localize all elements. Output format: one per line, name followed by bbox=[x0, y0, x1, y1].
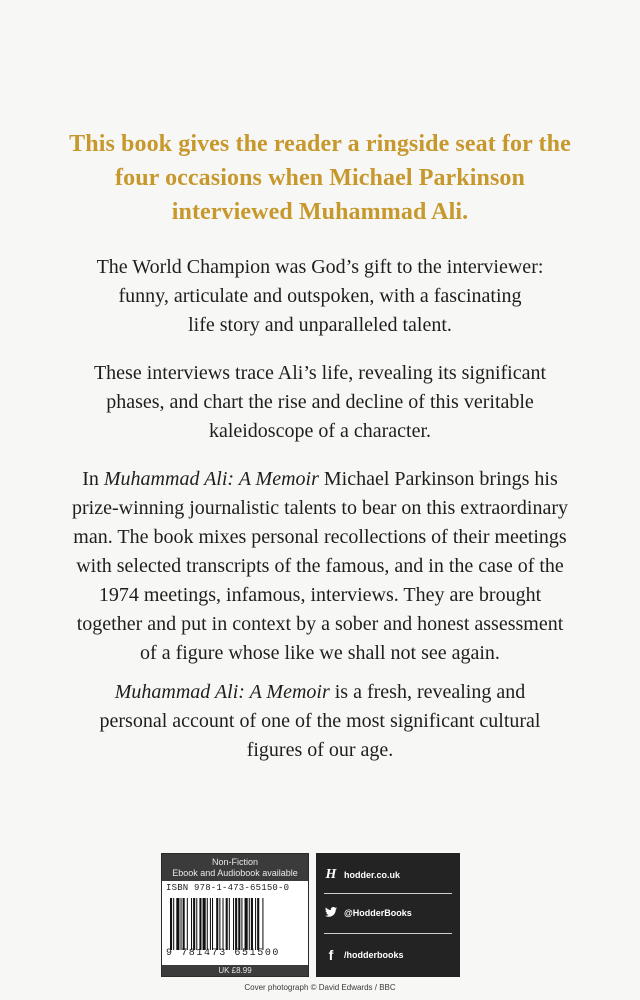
website-row bbox=[324, 867, 400, 883]
barcode-bar bbox=[223, 898, 224, 950]
paragraph-line: funny, articulate and outspoken, with a fascinating bbox=[118, 285, 522, 307]
barcode-bar bbox=[235, 898, 237, 950]
paragraph-lead: In bbox=[82, 468, 104, 490]
barcode-bar bbox=[229, 898, 230, 950]
barcode-bar bbox=[181, 898, 182, 950]
barcode-bar bbox=[207, 898, 208, 950]
hodder-logo-icon: H bbox=[325, 867, 337, 882]
paragraph-line: man. The book mixes personal recollections of their meetings bbox=[73, 526, 567, 548]
formats-label: Ebook and Audiobook available bbox=[172, 868, 298, 878]
facebook-handle[interactable]: /hodderbooks bbox=[344, 950, 404, 960]
paragraph-line: together and put in context by a sober and honest assessment bbox=[76, 613, 564, 635]
barcode-bar bbox=[203, 898, 206, 950]
paragraph-line: with selected transcripts of the famous, and in the case of the bbox=[76, 555, 564, 577]
paragraph-line bbox=[20, 678, 620, 707]
barcode-bar bbox=[216, 898, 218, 950]
panel-divider bbox=[324, 893, 452, 894]
website-link[interactable]: hodder.co.uk bbox=[344, 870, 401, 880]
price-label: UK £8.99 bbox=[162, 965, 308, 976]
paragraph-line: life story and unparalleled talent. bbox=[188, 314, 452, 336]
paragraph-line: These interviews trace Ali’s life, revealing its significant bbox=[93, 362, 547, 384]
headline-line: four occasions when Michael Parkinson bbox=[115, 165, 525, 191]
paragraph-line: figures of our age. bbox=[246, 739, 394, 761]
barcode-bar bbox=[183, 898, 185, 950]
barcode-bar bbox=[210, 898, 211, 950]
publisher-panel bbox=[316, 853, 460, 977]
category-band bbox=[162, 854, 308, 881]
barcode-bar bbox=[199, 898, 201, 950]
paragraph-text: Michael Parkinson brings his bbox=[318, 468, 558, 490]
barcode-digits: 9 781473 651500 bbox=[166, 948, 281, 959]
paragraph-text: is a fresh, revealing and bbox=[329, 681, 526, 703]
book-title: Muhammad Ali: A Memoir bbox=[103, 468, 319, 490]
barcode-bar bbox=[196, 898, 197, 950]
barcode-bar bbox=[251, 898, 253, 950]
paragraph-line bbox=[20, 465, 620, 494]
facebook-icon: f bbox=[328, 947, 334, 963]
barcode-bar bbox=[212, 898, 213, 950]
barcode-bar bbox=[191, 898, 192, 950]
paragraph-intro bbox=[20, 253, 620, 340]
barcode bbox=[168, 898, 302, 950]
twitter-handle[interactable]: @HodderBooks bbox=[344, 908, 412, 918]
barcode-bar bbox=[241, 898, 242, 950]
twitter-bird-icon bbox=[324, 906, 338, 920]
barcode-bar bbox=[257, 898, 259, 950]
barcode-bar bbox=[249, 898, 250, 950]
barcode-panel bbox=[161, 853, 309, 977]
book-title: Muhammad Ali: A Memoir bbox=[114, 681, 330, 703]
photo-credit: Cover photograph © David Edwards / BBC bbox=[244, 983, 396, 992]
panel-divider bbox=[324, 933, 452, 934]
headline-line: This book gives the reader a ringside seat for the bbox=[69, 131, 571, 157]
barcode-bar bbox=[170, 898, 172, 950]
barcode-bar bbox=[176, 898, 179, 950]
twitter-row bbox=[324, 906, 412, 920]
paragraph-line: kaleidoscope of a character. bbox=[208, 420, 432, 442]
paragraph-line: prize-winning journalistic talents to bear on this extraordinary bbox=[72, 497, 568, 519]
facebook-row bbox=[324, 947, 404, 963]
isbn-label: ISBN 978-1-473-65150-0 bbox=[166, 883, 290, 893]
paragraph-line: of a figure whose like we shall not see again. bbox=[140, 642, 500, 664]
headline-line: interviewed Muhammad Ali. bbox=[171, 199, 469, 225]
barcode-bar bbox=[245, 898, 248, 950]
barcode-bar bbox=[187, 898, 188, 950]
paragraph-line: personal account of one of the most significant cultural bbox=[99, 710, 541, 732]
barcode-bar bbox=[238, 898, 240, 950]
barcode-bar bbox=[219, 898, 220, 950]
barcode-bar bbox=[262, 898, 263, 950]
barcode-bar bbox=[226, 898, 228, 950]
paragraph-line: 1974 meetings, infamous, interviews. They are brought bbox=[98, 584, 542, 606]
paragraph-line: The World Champion was God’s gift to the interviewer: bbox=[96, 256, 544, 278]
barcode-bar bbox=[193, 898, 195, 950]
paragraph-line: phases, and chart the rise and decline of this veritable bbox=[106, 391, 534, 413]
barcode-bar bbox=[173, 898, 174, 950]
barcode-bar bbox=[255, 898, 256, 950]
barcode-bar bbox=[233, 898, 234, 950]
category-label: Non-Fiction bbox=[211, 857, 258, 867]
paragraph-summary bbox=[20, 678, 620, 765]
paragraph-memoir bbox=[20, 465, 620, 668]
headline bbox=[20, 127, 620, 229]
paragraph-interviews bbox=[20, 359, 620, 446]
